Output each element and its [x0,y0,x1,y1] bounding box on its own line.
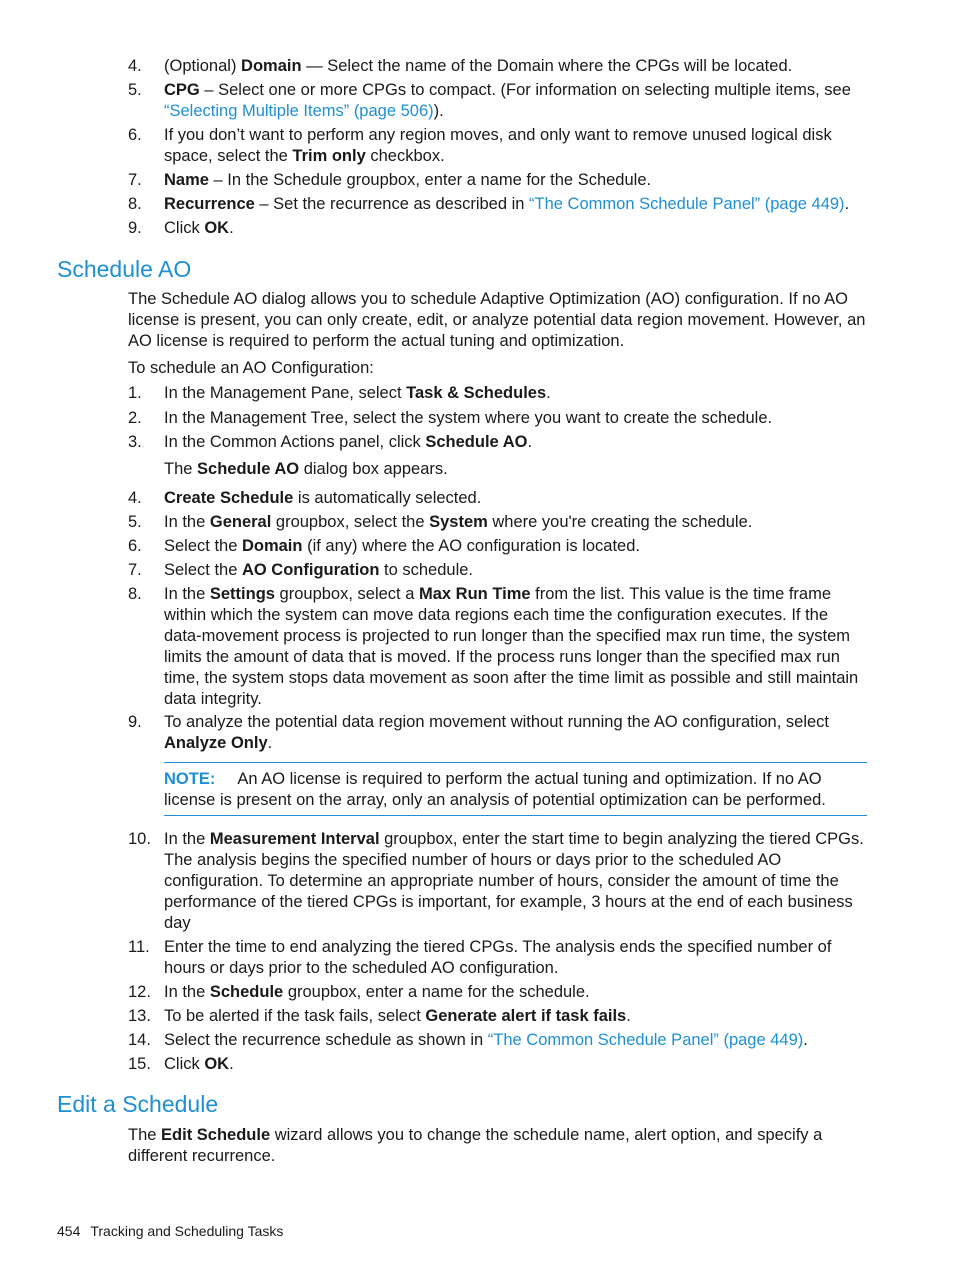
list-item [128,80,870,122]
list-item [128,488,870,509]
list-item [128,560,870,581]
list-item-number: 7. [128,561,142,579]
list-item-number: 5. [128,513,142,531]
emphasis-text: Domain [241,537,303,555]
list-item-text: In the Management Tree, select the system where you want to create the schedule. [164,409,773,427]
step-result: The Schedule AO dialog box appears. [164,460,448,478]
list-item [128,432,870,453]
footer-section-title: Tracking and Scheduling Tasks [90,1223,284,1239]
emphasis-text: Edit Schedule [161,1126,271,1144]
emphasis-text: Trim only [292,147,366,165]
list-item-number: 8. [128,585,142,603]
section-heading-schedule-ao: Schedule AO [57,256,192,282]
section-intro: The Edit Schedule wizard allows you to change the schedule name, alert option, and specify a different recurrence. [128,1126,823,1165]
list-item [128,1030,870,1051]
emphasis-text: Settings [209,585,275,603]
list-item [128,56,870,77]
list-item [128,712,870,754]
emphasis-text: AO Configuration [241,561,380,579]
list-item-text: In the Common Actions panel, click Schedule AO. [164,433,533,451]
page-footer [57,1222,293,1240]
emphasis-text: OK [204,1055,230,1073]
list-item [128,125,870,167]
list-item-text: If you don’t want to perform any region moves, and only want to remove unused logical disk space, select the Trim only checkbox. [164,126,832,165]
procedure-lead: To schedule an AO Configuration: [128,359,374,377]
cross-reference-link[interactable]: “The Common Schedule Panel” (page 449) [487,1031,804,1049]
list-item-number: 7. [128,171,142,189]
list-item-number: 2. [128,409,142,427]
list-item-number: 3. [128,433,142,451]
list-item-number: 11. [128,938,150,956]
list-item-text: In the Measurement Interval groupbox, enter the start time to begin analyzing the tiered CPGs. The analysis begins the specified number of hours or days prior to the scheduled AO configuration. To determine an appropriate number of hours, consider the amount of time the performance of the tiered CPGs is important, for example, 3 hours at the end of each business day [164,830,864,932]
list-item-number: 9. [128,713,142,731]
list-item [128,937,870,979]
list-item-number: 8. [128,195,142,213]
list-item-number: 14. [128,1031,151,1049]
list-item-number: 5. [128,81,142,99]
list-item [128,383,870,404]
list-item-number: 12. [128,983,151,1001]
page-number: 454 [57,1223,81,1239]
emphasis-text: Name [164,171,209,189]
list-item-number: 6. [128,537,142,555]
cross-reference-link[interactable]: “The Common Schedule Panel” (page 449) [529,195,845,213]
list-item [128,829,870,934]
list-item-text: In the Schedule groupbox, enter a name for the schedule. [164,983,590,1001]
emphasis-text: Max Run Time [418,585,531,603]
list-item-text: CPG – Select one or more CPGs to compact. (For information on selecting multiple items, see “Selecting Multiple Items” (page 506)). [164,81,851,120]
list-item-text: In the Settings groupbox, select a Max Run Time from the list. This value is the time frame within which the system can move data regions each time the configuration executes. If the data-movement process is projected to run longer than the specified max run time, the system limits the amount of data that is moved. If the process runs longer than the specified max run time, the system stops data movement as soon after the time limit as possible and still maintain data integrity. [164,585,859,708]
list-item-text: Recurrence – Set the recurrence as described in “The Common Schedule Panel” (page 449). [164,195,850,213]
list-item-number: 1. [128,384,142,402]
list-item-number: 10. [128,830,151,848]
emphasis-text: CPG [164,81,200,99]
list-item-text: Enter the time to end analyzing the tiered CPGs. The analysis ends the specified number of hours or days prior to the scheduled AO configuration. [164,938,832,977]
emphasis-text: System [429,513,488,531]
cross-reference-link[interactable]: “Selecting Multiple Items” (page 506) [164,102,434,120]
list-item-text: In the General groupbox, select the System where you're creating the schedule. [164,513,753,531]
list-item [128,218,870,239]
emphasis-text: Schedule AO [197,460,300,478]
emphasis-text: Domain [241,57,302,75]
emphasis-text: OK [204,219,230,237]
note-label: NOTE: [164,770,216,788]
list-item-text: To be alerted if the task fails, select Generate alert if task fails. [164,1007,631,1025]
list-item-number: 13. [128,1007,151,1025]
list-item [128,512,870,533]
list-item-number: 9. [128,219,142,237]
list-item-number: 4. [128,57,142,75]
list-item-text: Select the Domain (if any) where the AO configuration is located. [164,537,640,555]
list-item-text: To analyze the potential data region movement without running the AO configuration, select Analyze Only. [164,713,829,752]
list-item-text: Click OK. [164,1055,234,1073]
list-item-text: Create Schedule is automatically selected. [164,489,482,507]
list-item-text: Select the AO Configuration to schedule. [164,561,474,579]
list-item [128,584,870,710]
emphasis-text: Schedule AO [425,433,528,451]
emphasis-text: Task & Schedules [406,384,547,402]
emphasis-text: Analyze Only [164,734,268,752]
emphasis-text: Create Schedule [164,489,294,507]
list-item-text: In the Management Pane, select Task & Schedules. [164,384,551,402]
emphasis-text: Measurement Interval [209,830,380,848]
note-text: An AO license is required to perform the actual tuning and optimization. If no AO license is present on the array, only an analysis of potential optimization can be performed. [164,770,826,809]
note-box [164,762,867,816]
list-item-number: 4. [128,489,142,507]
list-item-number: 6. [128,126,142,144]
list-item-text: (Optional) Domain — Select the name of the Domain where the CPGs will be located. [164,57,793,75]
list-item [128,408,870,429]
emphasis-text: Generate alert if task fails [425,1007,627,1025]
list-item-text: Name – In the Schedule groupbox, enter a name for the Schedule. [164,171,652,189]
list-item [128,982,870,1003]
section-intro: The Schedule AO dialog allows you to schedule Adaptive Optimization (AO) configuration. If no AO license is present, you can only create, edit, or analyze potential data region movement. However, an AO license is required to perform the actual tuning and optimization. [128,290,866,350]
list-item [128,536,870,557]
list-item [128,1006,870,1027]
list-item [128,1054,870,1075]
emphasis-text: General [209,513,272,531]
list-item-text: Click OK. [164,219,234,237]
emphasis-text: Recurrence [164,195,255,213]
list-item [128,194,870,215]
list-item-number: 15. [128,1055,151,1073]
section-heading-edit-schedule: Edit a Schedule [57,1091,219,1117]
list-item-text: Select the recurrence schedule as shown in “The Common Schedule Panel” (page 449). [164,1031,808,1049]
emphasis-text: Schedule [209,983,284,1001]
list-item [128,170,870,191]
